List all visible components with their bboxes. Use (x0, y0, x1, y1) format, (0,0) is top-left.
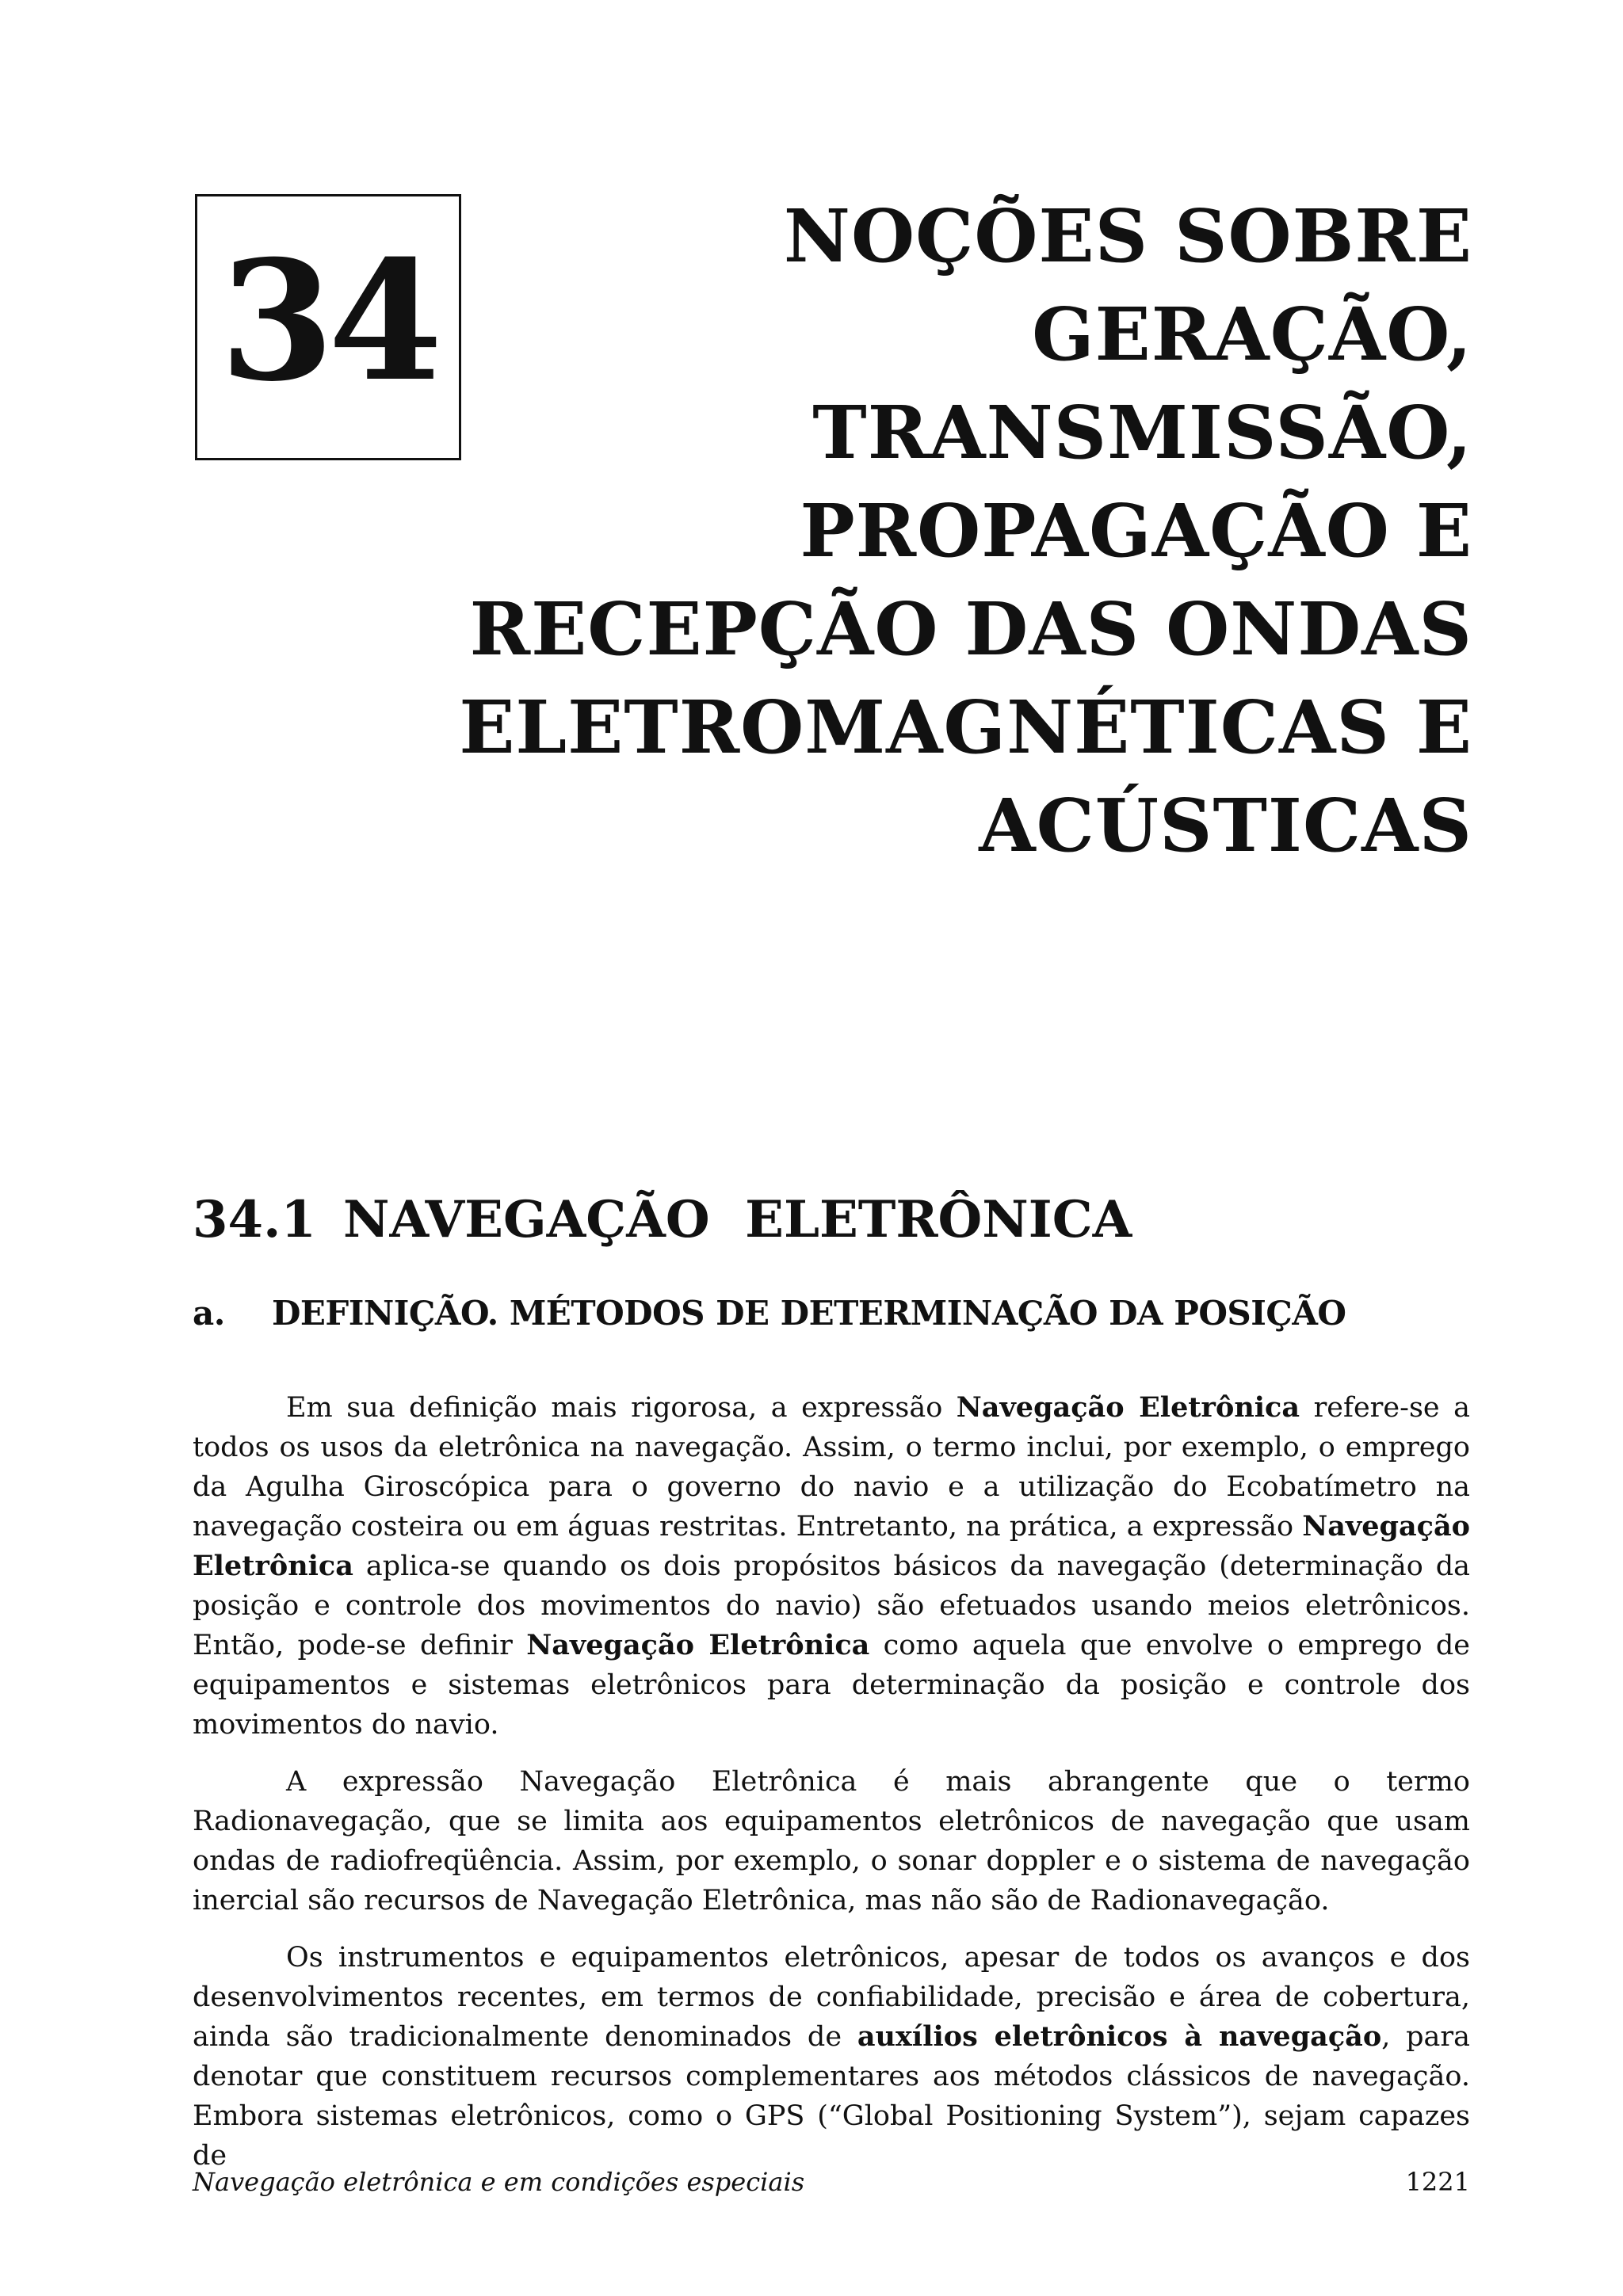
paragraph-text: como aquela que envolve o emprego de equipamentos e sistemas eletrônicos para determinação da posição e controle dos movimentos do navio. (193, 1630, 1470, 1741)
paragraph-text: Os instrumentos e equipamentos eletrônicos, apesar de todos os avanços e dos desenvolvimentos recentes, em termos de confiabilidade, precisão e área de cobertura, ainda são tradicionalmente denominados de (193, 1942, 1470, 2053)
chapter-title-line: ACÚSTICAS (979, 783, 1472, 868)
bold-term: Navegação Eletrônica (956, 1391, 1300, 1424)
page-number: 1221 (1405, 2167, 1470, 2197)
body-text (193, 1388, 1470, 2193)
section-title: NAVEGAÇÃO ELETRÔNICA (343, 1190, 1132, 1249)
paragraph-3 (193, 1938, 1470, 2176)
section-heading (193, 1188, 1132, 1252)
chapter-title-line: RECEPÇÃO DAS ONDAS (469, 586, 1472, 672)
paragraph-text: Em sua definição mais rigorosa, a expressão (286, 1392, 957, 1424)
paragraph-text: aplica-se quando os dois propósitos básicos da navegação (determinação da posição e controle dos movimentos do navio) são efetuados usando meios eletrônicos. Então, pode-se definir (193, 1550, 1470, 1661)
chapter-title (317, 187, 1472, 875)
chapter-title-line: NOÇÕES SOBRE (783, 193, 1472, 279)
section-number: 34.1 (193, 1190, 316, 1249)
page-footer (193, 2164, 1470, 2199)
paragraph-2: A expressão Navegação Eletrônica é mais abrangente que o termo Radionavegação, que se limita aos equipamentos eletrônicos de navegação que usam ondas de radiofreqüência. Assim, por exemplo, o sonar doppler e o sistema de navegação inercial são recursos de Navegação Eletrônica, mas não são de Radionavegação. (193, 1766, 1470, 1917)
subsection-heading (193, 1291, 1346, 1336)
paragraph-text: refere-se a todos os usos da eletrônica na navegação. Assim, o termo inclui, por exemplo, o emprego da Agulha Giroscópica para o governo do navio e a utilização do Ecobatímetro na navegação costeira ou em águas restritas. Entretanto, na prática, a expressão (193, 1392, 1470, 1543)
bold-term: auxílios eletrônicos à navegação (857, 2020, 1382, 2053)
subsection-title: DEFINIÇÃO. MÉTODOS DE DETERMINAÇÃO DA POSIÇÃO (272, 1294, 1346, 1333)
bold-term: Navegação Eletrônica (526, 1629, 870, 1661)
paragraph-1 (193, 1388, 1470, 1745)
paragraph-text: , para denotar que constituem recursos complementares aos métodos clássicos de navegação. Embora sistemas eletrônicos, como o GPS (“Global Positioning System”), sejam capazes de (193, 2021, 1470, 2172)
footer-book-title: Navegação eletrônica e em condições especiais (193, 2167, 805, 2197)
chapter-title-line: TRANSMISSÃO, (812, 390, 1472, 475)
subsection-letter: a. (193, 1294, 225, 1333)
chapter-title-line: ELETROMAGNÉTICAS E (459, 685, 1472, 770)
chapter-title-line: PROPAGAÇÃO E (800, 488, 1472, 574)
chapter-title-line: GERAÇÃO, (1032, 292, 1472, 377)
bold-term: Navegação Eletrônica (193, 1510, 1470, 1582)
chapter-number: 34 (220, 225, 437, 418)
